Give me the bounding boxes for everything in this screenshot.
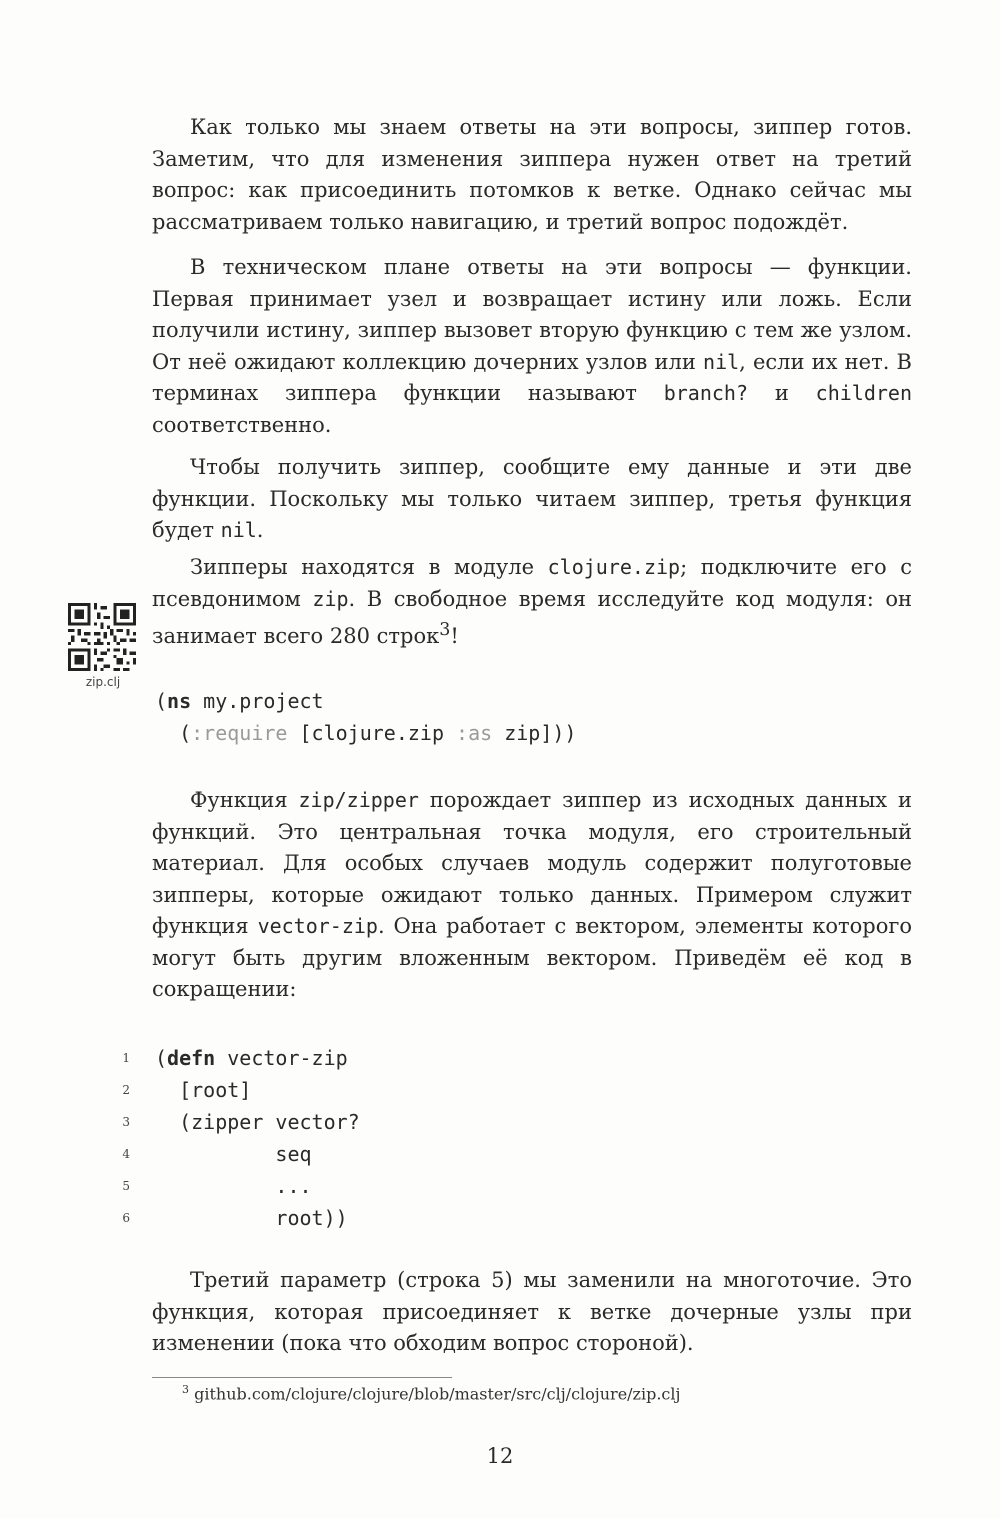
keyword-ns: ns xyxy=(167,689,192,713)
footnote xyxy=(182,1383,680,1403)
code-nil: nil xyxy=(703,349,740,374)
footnote-divider xyxy=(152,1377,452,1378)
code-block-vector-zip: (defn vector-zip [root] (zipper vector? seq ... root)) xyxy=(155,1046,360,1230)
code-children: children xyxy=(815,381,912,405)
code-clojure-zip: clojure.zip xyxy=(547,555,681,579)
code-branch: branch? xyxy=(663,381,748,405)
paragraph-module: Зипперы находятся в модуле clojure.zip; подключите его с псевдонимом zip. В свободное время исследуйте код модуля: он занимает всего 280 строк$^3$! xyxy=(152,555,912,648)
paragraph-zipper-function: Функция zip/zipper порождает зиппер из исходных данных и функций. Это центральная точка модуля, его строительный материал. Для особых случаев модуль содержит полуготовые зипперы, которые ожидают только данных. Примером служит функция vector-zip. Она работает с вектором, элементы которого могут быть другим вложенным вектором. Приведём её код в сокращении: xyxy=(152,788,913,1001)
code-nil-2: nil xyxy=(220,518,257,542)
line-number: 4 xyxy=(122,1147,130,1161)
paragraph-get-zipper: Чтобы получить зиппер, сообщите ему данные и эти две функции. Поскольку мы только читаем зиппер, третья функция будет nil. xyxy=(152,455,912,542)
footnote-ref: 3 xyxy=(439,620,451,640)
paragraph-third-parameter: Третий параметр (строка 5) мы заменили на многоточие. Это функция, которая присоединяет к ветке дочерные узлы при изменении (пока что обходим вопрос стороной). xyxy=(152,1268,912,1355)
qr-caption: zip.clj xyxy=(85,675,121,689)
code-zip-zipper: zip/zipper xyxy=(298,788,419,812)
line-number: 5 xyxy=(122,1179,130,1193)
line-numbers xyxy=(110,1042,130,1234)
paragraph-answers-ready: Как только мы знаем ответы на эти вопросы, зиппер готов. Заметим, что для изменения зиппера нужен ответ на третий вопрос: как присоединить потомков к ветке. Однако сейчас мы рассматриваем только навигацию, и третий вопрос подождёт. xyxy=(152,115,912,234)
code-block-ns: (ns my.project (:require [clojure.zip :as zip])) xyxy=(155,689,577,745)
paragraph-technical-answers: В техническом плане ответы на эти вопросы — функции. Первая принимает узел и возвращает истину или ложь. Если получили истину, зиппер вызовет вторую функцию с тем же узлом. От неё ожидают коллекцию дочерних узлов или nil, если их нет. В терминах зиппера функции называют branch? и children соответственно. xyxy=(152,255,912,437)
footnote-link[interactable]: github.com/clojure/clojure/blob/master/src/clj/clojure/zip.clj xyxy=(194,1384,681,1404)
keyword-as: :as xyxy=(456,721,493,745)
page-number: 12 xyxy=(486,1444,514,1468)
code-zip-alias: zip xyxy=(312,586,349,611)
line-number: 3 xyxy=(122,1115,130,1129)
qr-code-icon xyxy=(68,603,136,671)
line-number: 1 xyxy=(122,1051,130,1065)
keyword-require: :require xyxy=(191,721,288,745)
keyword-defn: defn xyxy=(167,1046,216,1070)
line-number: 2 xyxy=(122,1083,130,1097)
code-vector-zip: vector-zip xyxy=(257,914,378,938)
footnote-number: 3 xyxy=(182,1383,189,1396)
line-number: 6 xyxy=(122,1211,130,1225)
